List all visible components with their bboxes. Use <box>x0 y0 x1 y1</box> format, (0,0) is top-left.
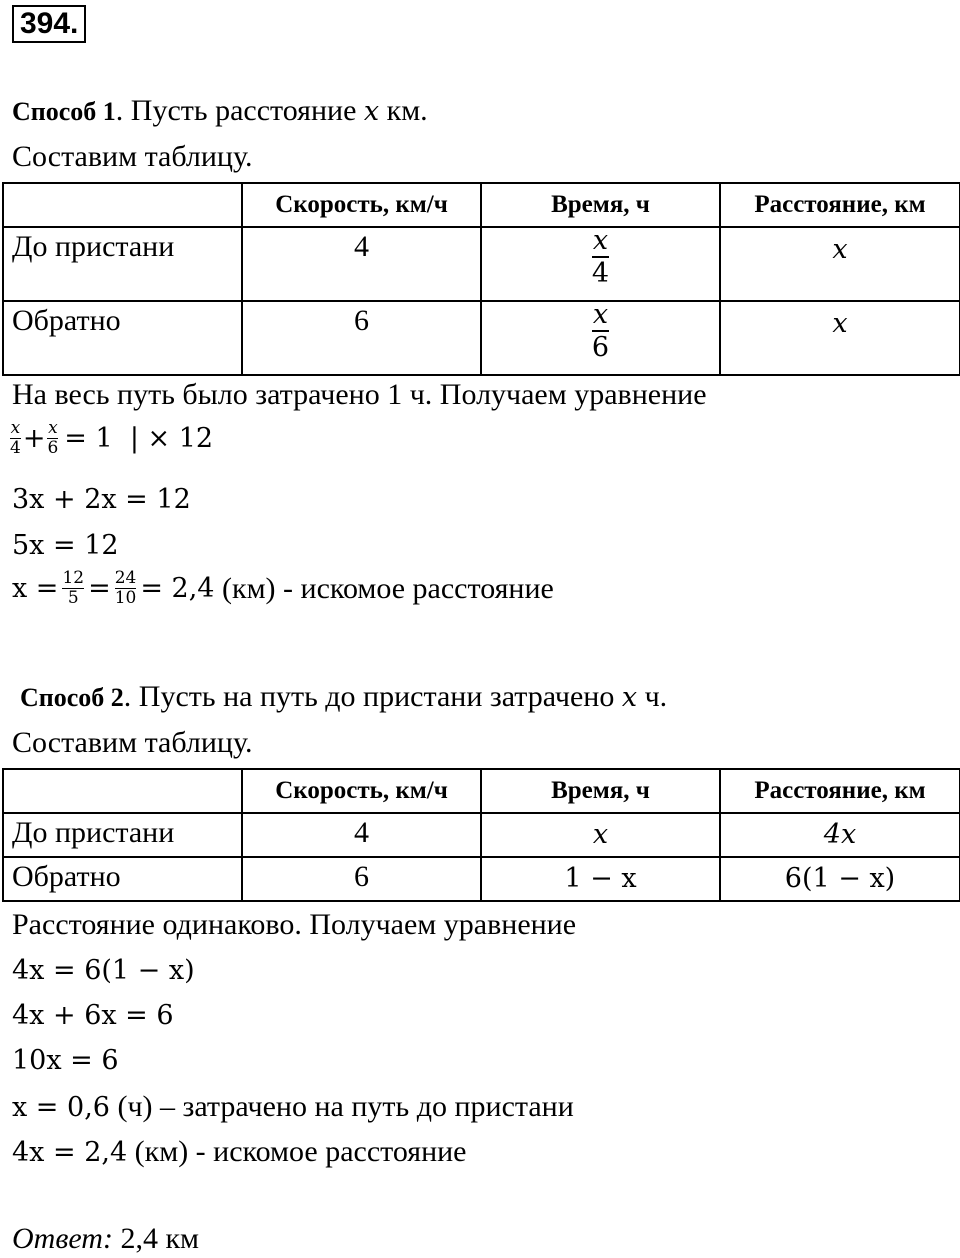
distance-value: x <box>832 308 848 339</box>
method2-equation-1: 4x = 6(1 − x) <box>12 955 195 986</box>
header-cell: Расстояние, км <box>720 769 960 813</box>
table-row <box>3 301 960 375</box>
method2-equation-2: 4x + 6x = 6 <box>12 1000 174 1031</box>
speed-cell: 6 <box>242 857 481 901</box>
method2-title: Способ 2 <box>20 683 124 712</box>
distance-value: x <box>832 234 848 265</box>
method1-table <box>2 182 960 376</box>
equation-comment: (ч) – затрачено на путь до пристани <box>109 1090 574 1123</box>
distance-cell <box>720 301 960 375</box>
answer <box>12 1222 199 1256</box>
distance-cell <box>720 857 960 901</box>
method2-heading-text: . Пусть на путь до пристани затрачено <box>123 680 622 713</box>
answer-value: 2,4 км <box>112 1222 199 1255</box>
distance-cell <box>720 227 960 301</box>
header-cell: Время, ч <box>481 769 720 813</box>
answer-label: Ответ: <box>12 1222 113 1255</box>
equation-math: x = 0,6 <box>12 1092 110 1123</box>
table-row <box>3 813 960 857</box>
method2-after-table: Расстояние одинаково. Получаем уравнение <box>12 908 577 941</box>
table-header-row <box>3 183 960 227</box>
fraction-denominator: 4 <box>10 438 21 458</box>
time-cell <box>481 813 720 857</box>
header-cell <box>3 769 242 813</box>
fraction-denominator: 6 <box>47 438 59 458</box>
time-cell <box>481 227 720 301</box>
plus-sign: + <box>22 423 46 454</box>
equation-comment: (км) - искомое расстояние <box>127 1135 467 1168</box>
time-value: 1 − x <box>564 863 637 894</box>
fraction-denominator: 10 <box>114 588 137 608</box>
time-fraction <box>592 301 609 361</box>
header-cell: Скорость, км/ч <box>242 769 481 813</box>
method1-heading-unit: км. <box>379 94 428 127</box>
row-label: До пристани <box>3 227 242 301</box>
table-row <box>3 227 960 301</box>
equals-sign: = <box>88 573 111 604</box>
fraction-denominator: 5 <box>67 588 79 608</box>
header-cell: Время, ч <box>481 183 720 227</box>
fraction-denominator: 4 <box>591 258 610 289</box>
equation-rhs: = 2,4 <box>140 573 215 604</box>
method1-title: Способ 1 <box>12 97 116 126</box>
fraction-denominator: 6 <box>591 332 610 363</box>
fraction-numerator: x <box>10 418 21 438</box>
fraction-numerator: 24 <box>114 568 137 588</box>
speed-cell: 4 <box>242 813 481 857</box>
method2-heading <box>20 680 667 714</box>
time-cell <box>481 857 720 901</box>
fraction-numerator: 12 <box>62 568 85 588</box>
table-row <box>3 857 960 901</box>
method2-equation-5 <box>12 1135 467 1169</box>
row-label: Обратно <box>3 301 242 375</box>
method2-heading-var: x <box>621 682 638 713</box>
fraction-numerator: x <box>48 418 58 438</box>
problem-number: 394. <box>12 5 86 43</box>
method1-heading <box>12 94 428 128</box>
method1-table-intro: Составим таблицу. <box>12 140 253 173</box>
method1-heading-var: x <box>363 96 380 127</box>
method1-equation-3: 5x = 12 <box>12 530 119 561</box>
method1-after-table: На весь путь было затрачено 1 ч. Получаем уравнение <box>12 378 707 411</box>
method1-heading-text: . Пусть расстояние <box>115 94 364 127</box>
header-cell: Расстояние, км <box>720 183 960 227</box>
method2-heading-unit: ч. <box>637 680 668 713</box>
method1-equation-4 <box>12 570 554 607</box>
distance-cell <box>720 813 960 857</box>
distance-value: 6(1 − x) <box>784 863 896 894</box>
equation-math: 4x = 2,4 <box>12 1137 128 1168</box>
method1-equation-1 <box>10 420 213 457</box>
fraction <box>10 420 21 457</box>
fraction <box>47 420 58 457</box>
time-value: x <box>592 819 609 850</box>
method2-table-intro: Составим таблицу. <box>12 726 253 759</box>
speed-cell: 4 <box>242 227 481 301</box>
equation-comment: (км) - искомое расстояние <box>214 571 554 605</box>
equation-lhs: x = <box>12 573 59 604</box>
fraction-numerator: x <box>592 225 609 256</box>
method2-equation-4 <box>12 1090 574 1124</box>
header-cell <box>3 183 242 227</box>
method1-equation-2: 3x + 2x = 12 <box>12 484 191 515</box>
time-cell <box>481 301 720 375</box>
equation-rest: = 1 | × 12 <box>64 423 214 454</box>
distance-value: 4x <box>823 819 857 850</box>
fraction <box>62 570 84 607</box>
speed-cell: 6 <box>242 301 481 375</box>
row-label: До пристани <box>3 813 242 857</box>
fraction <box>115 570 137 607</box>
method2-table <box>2 768 960 902</box>
method2-equation-3: 10x = 6 <box>12 1045 119 1076</box>
header-cell: Скорость, км/ч <box>242 183 481 227</box>
time-fraction <box>592 227 609 287</box>
table-header-row <box>3 769 960 813</box>
fraction-numerator: x <box>592 299 609 330</box>
row-label: Обратно <box>3 857 242 901</box>
